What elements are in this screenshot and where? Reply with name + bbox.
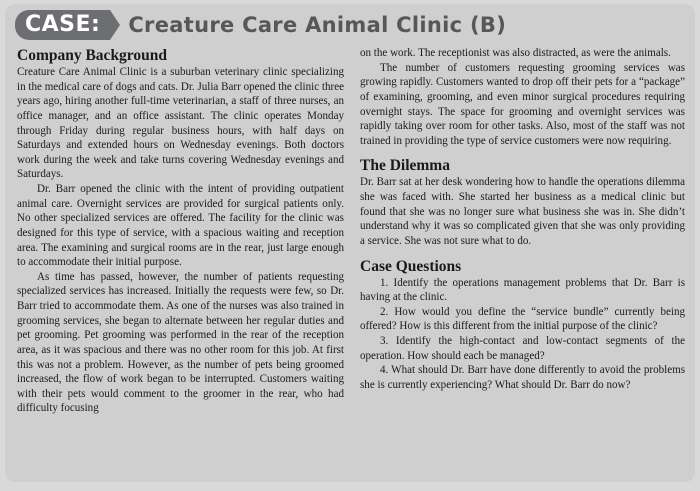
case-badge: CASE:: [15, 10, 110, 40]
case-header: [15, 10, 506, 40]
question-1: 1. Identify the operations management problems that Dr. Barr is having at the clinic.: [360, 276, 685, 304]
question-2: 2. How would you define the “service bundle” currently being offered? How is this different from the initial purpose of the clinic?: [360, 305, 685, 333]
background-heading: Company Background: [17, 47, 168, 64]
question-4: 4. What should Dr. Barr have done differently to avoid the problems she is currently experiencing? What should Dr. Barr do now?: [360, 364, 685, 391]
right-column: [360, 46, 685, 393]
case-page: [5, 4, 695, 482]
case-title: Creature Care Animal Clinic (B): [128, 13, 507, 37]
question-3: 3. Identify the high-contact and low-contact segments of the operation. How should each be managed?: [360, 335, 685, 362]
dilemma-paragraph: Dr. Barr sat at her desk wondering how to handle the operations dilemma she was faced with. She started her business as a medical clinic but found that she was no longer sure what business she was in. She didn’t understand why it was so complicated given that she was only providing a service. She was not sure what to do.: [360, 176, 685, 247]
dilemma-heading: The Dilemma: [360, 157, 450, 175]
background-paragraph-4: The number of customers requesting grooming services was growing rapidly. Customers wanted to drop off their pets for a “package” of examining, grooming, and even minor surgical procedures requiring overnight stays. The space for grooming and overnight services was rapidly taking over room for other tasks. Also, most of the staff was not trained in providing the type of service customers were now requiring.: [360, 61, 685, 147]
questions-heading: Case Questions: [360, 257, 462, 275]
background-paragraph-2: Dr. Barr opened the clinic with the intent of providing outpatient animal care. Overnight services are provided for surgical patients only. No other specialized services are offered. The facility for the clinic was designed for this type of service, with a spacious waiting and reception area. The examining and surgical rooms are in the rear, just large enough to accommodate their initial purpose.: [17, 183, 344, 269]
background-paragraph-3: As time has passed, however, the number of patients requesting specialized services has increased. Initially the requests were few, so Dr. Barr tried to accommodate them. As one of the nurses was also trained in grooming services, she began to alternate between her regular duties and pet grooming. Pet grooming was performed in the rear of the reception area, as it was spacious and there was no other room for this job. At first this was not a problem. However, as the number of pets being groomed increased, the flow of work began to be interrupted. Customers waiting with their pets would comment to the groomer in the rear, who had difficulty focusing: [17, 270, 344, 415]
background-paragraph-3-continued: on the work. The receptionist was also distracted, as were the animals.: [360, 47, 671, 59]
left-column: [17, 47, 344, 416]
background-paragraph-1: Creature Care Animal Clinic is a suburban veterinary clinic specializing in the medical care of dogs and cats. Dr. Julia Barr opened the clinic three years ago, hiring another full-time veterinarian, a staff of three nurses, an office manager, and an office assistant. The clinic operates Monday through Friday during regular business hours, with half days on Saturdays and extended hours on Wednesday evenings. Both doctors work during the week and take turns covering Wednesday evenings and Saturdays.: [17, 66, 344, 181]
